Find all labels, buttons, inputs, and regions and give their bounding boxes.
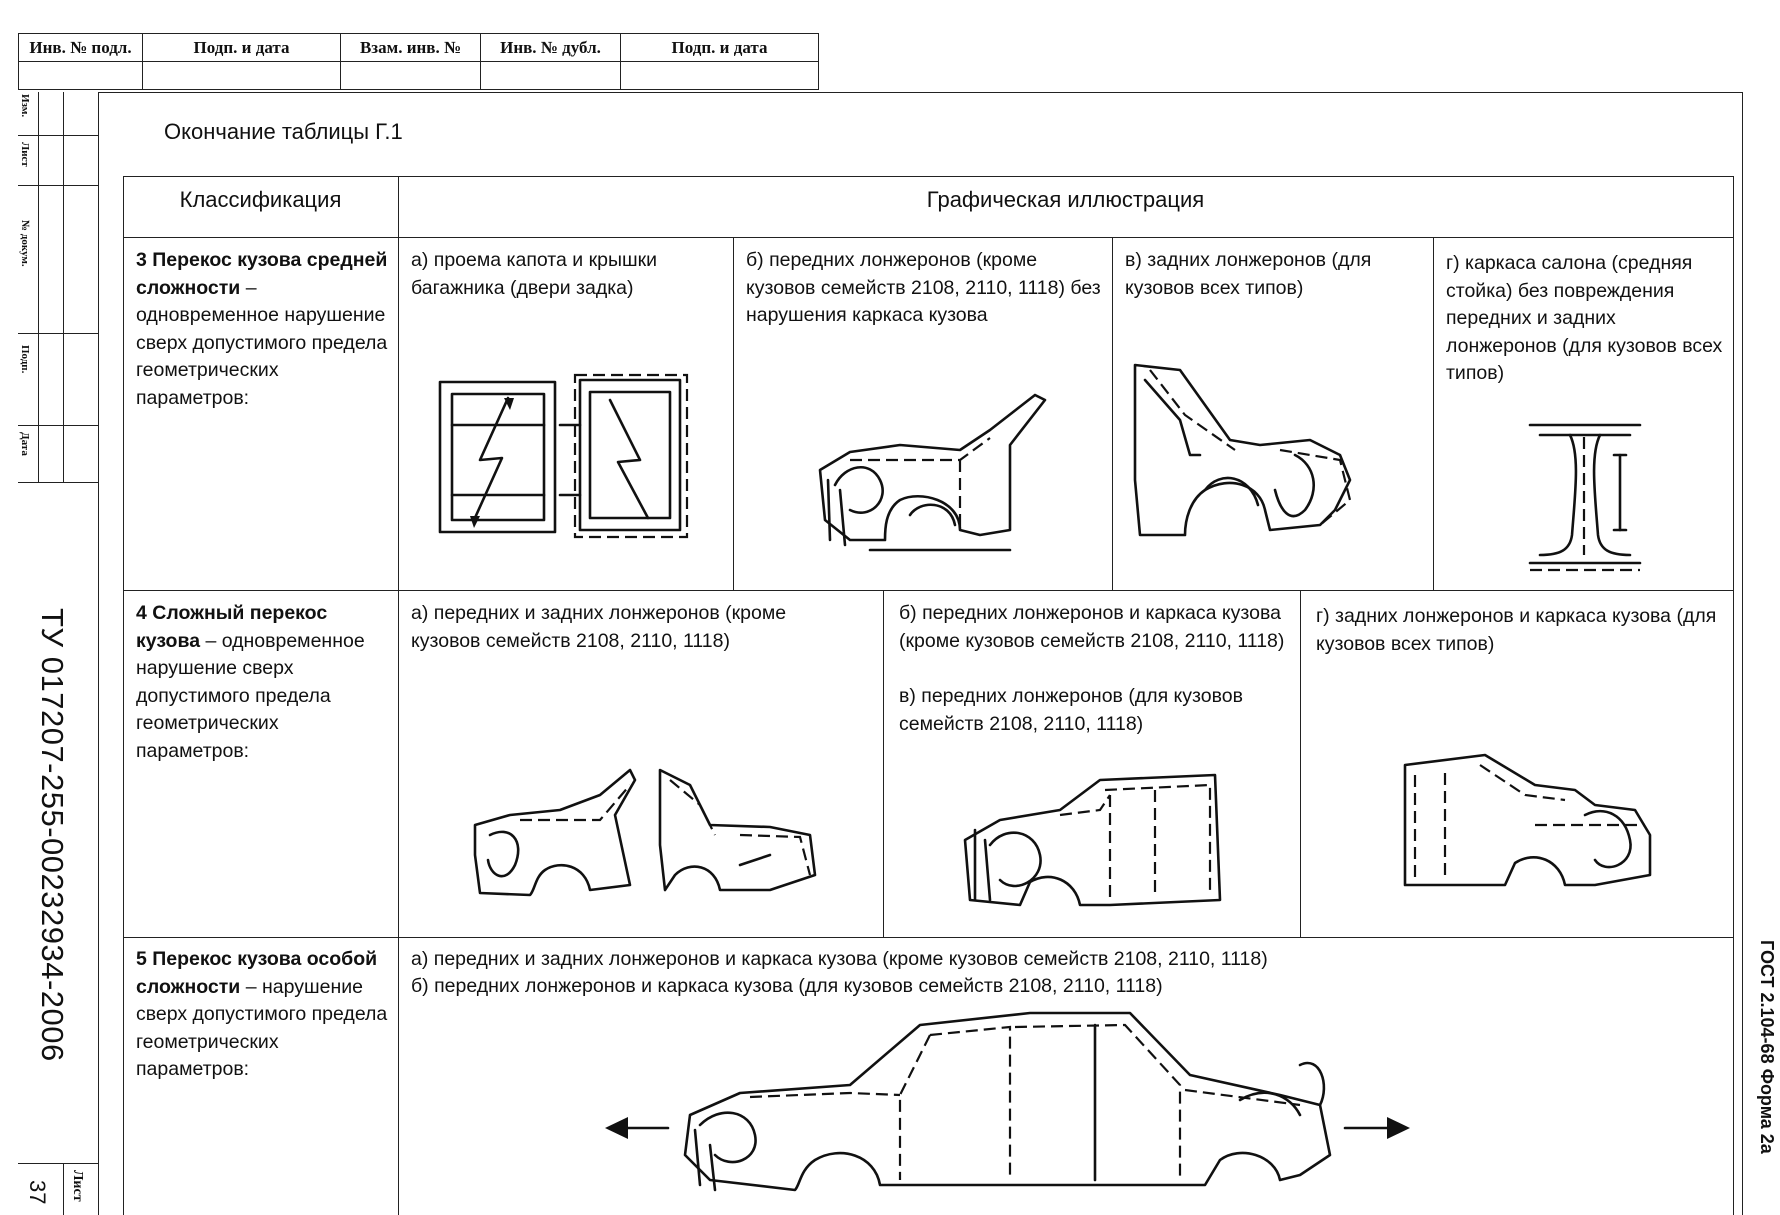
- column-header-classification: Классификация: [179, 187, 342, 212]
- document-designation: ТУ 017207-255-00232934-2006: [35, 608, 70, 1062]
- stamp-cell: [143, 62, 341, 90]
- table-caption: Окончание таблицы Г.1: [164, 119, 403, 144]
- rear-side-members-illustration: [1130, 360, 1380, 550]
- item-5a: а) передних и задних лонжеронов и каркаса кузова (кроме кузовов семейств 2108, 2110, 1118): [411, 948, 1268, 970]
- stamp-cell: [481, 62, 621, 90]
- frame-left: [98, 92, 99, 1215]
- classification-row-3: [136, 247, 391, 412]
- form-note: ГОСТ 2.104-68 Форма 2а: [1757, 940, 1777, 1154]
- stamp-header-inv-no: Инв. № подл.: [19, 34, 143, 62]
- item-5b: б) передних лонжеронов и каркаса кузова (для кузовов семейств 2108, 2110, 1118): [411, 975, 1163, 997]
- item-3d: г) каркаса салона (средняя стойка) без повреждения передних и задних лонжеронов (для кузовов всех типов): [1446, 252, 1723, 384]
- item-3c: в) задних лонжеронов (для кузовов всех типов): [1125, 249, 1372, 299]
- rev-label-change: Изм.: [19, 94, 31, 118]
- classification-title: 4 Сложный перекос кузова: [136, 602, 328, 652]
- front-rear-members-illustration: [470, 765, 820, 905]
- front-members-frame-illustration: [960, 770, 1250, 915]
- item-4b: б) передних лонжеронов и каркаса кузова (кроме кузовов семейств 2108, 2110, 1118): [899, 602, 1285, 652]
- item-4a: а) передних и задних лонжеронов (кроме кузовов семейств 2108, 2110, 1118): [411, 602, 787, 652]
- stamp-header-sign-date: Подп. и дата: [143, 34, 341, 62]
- sheet-label: Лист: [70, 1170, 85, 1202]
- classification-title: 3 Перекос кузова средней сложности: [136, 249, 388, 299]
- stamp-header-dup-inv: Инв. № дубл.: [481, 34, 621, 62]
- column-header-illustration: Графическая иллюстрация: [926, 187, 1205, 212]
- classification-desc: – одновременное нарушение сверх допустимого предела геометрических параметров:: [136, 629, 365, 762]
- rev-label-date: Дата: [19, 432, 31, 456]
- rev-label-sign: Подп.: [19, 345, 31, 374]
- classification-desc: – нарушение сверх допустимого предела геометрических параметров:: [136, 975, 388, 1080]
- item-3a: а) проема капота и крышки багажника (двери задка): [411, 249, 658, 299]
- stamp-header-replaced-inv: Взам. инв. №: [341, 34, 481, 62]
- stamp-cell: [621, 62, 819, 90]
- rear-members-frame-illustration: [1395, 745, 1665, 895]
- sheet-number: 37: [25, 1180, 50, 1205]
- frame-top: [98, 92, 1742, 93]
- frame-right: [1742, 92, 1743, 1215]
- rev-label-sheet: Лист: [19, 142, 31, 167]
- item-3b: б) передних лонжеронов (кроме кузовов семейств 2108, 2110, 1118) без нарушения каркаса кузова: [746, 249, 1101, 326]
- stamp-header-sign-date-2: Подп. и дата: [621, 34, 819, 62]
- title-block-stamp: [18, 33, 819, 90]
- item-4c: в) передних лонжеронов (для кузовов семейств 2108, 2110, 1118): [899, 685, 1243, 735]
- full-body-illustration: [600, 1005, 1430, 1215]
- classification-desc: – одновременное нарушение сверх допустимого предела геометрических параметров:: [136, 276, 388, 409]
- classification-row-5: [136, 946, 391, 1084]
- front-side-members-illustration: [810, 390, 1060, 565]
- item-4d: г) задних лонжеронов и каркаса кузова (для кузовов всех типов): [1316, 605, 1717, 655]
- classification-row-4: [136, 600, 391, 765]
- hood-trunk-opening-illustration: [430, 370, 700, 550]
- stamp-cell: [341, 62, 481, 90]
- rev-label-doc-no: № докум.: [19, 220, 31, 267]
- classification-title: 5 Перекос кузова особой сложности: [136, 948, 378, 998]
- b-pillar-illustration: [1520, 415, 1650, 575]
- stamp-cell: [19, 62, 143, 90]
